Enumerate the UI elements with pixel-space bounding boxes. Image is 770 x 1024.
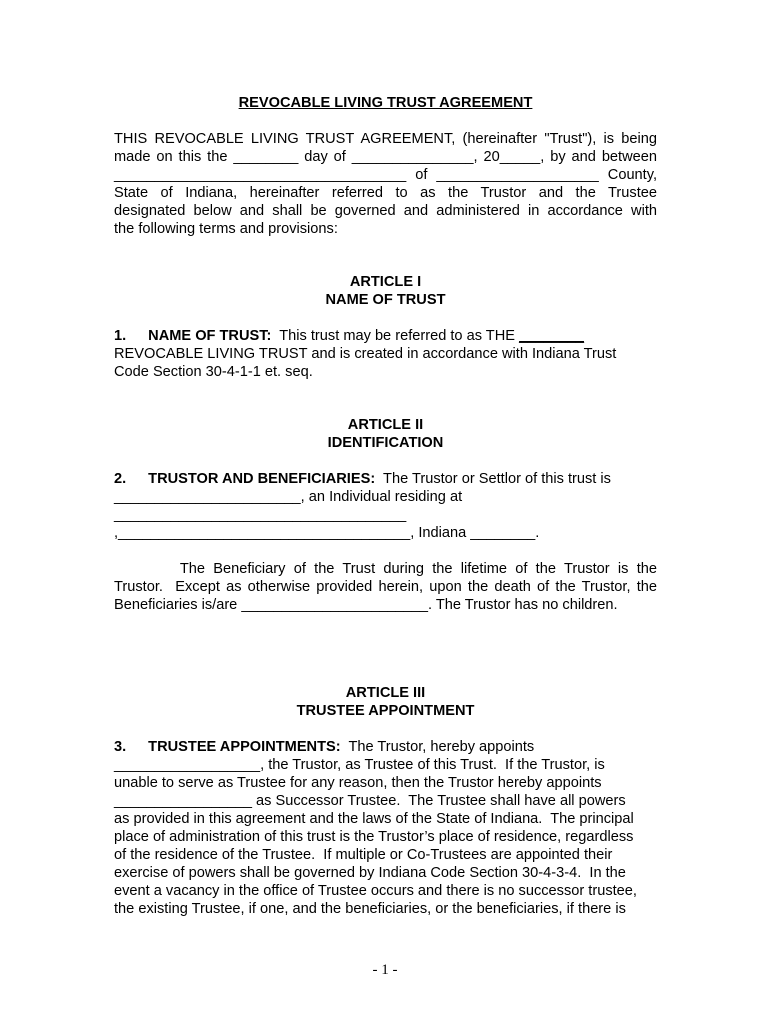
section-3-number: 3. [114, 739, 127, 755]
section-3-line-6: place of administration of this trust is the Trustor’s place of residence, regardless [114, 829, 634, 845]
section-2-text: The Trustor or Settlor of this trust is [375, 471, 611, 487]
section-3-line-3: unable to serve as Trustee for any reason, then the Trustor hereby appoints [114, 775, 602, 791]
article-1-heading: ARTICLE I [349, 274, 422, 290]
section-3-line-5: as provided in this agreement and the laws of the State of Indiana. The principal [114, 811, 634, 827]
page-number: - 1 - [372, 962, 398, 978]
article-2-heading: ARTICLE II [347, 417, 424, 433]
section-2-line-2: _______________________, an Individual residing at [114, 489, 463, 505]
beneficiary-line-1: The Beneficiary of the Trust during the lifetime of the Trustor is the [114, 561, 657, 577]
intro-line-6: the following terms and provisions: [114, 221, 338, 237]
section-3-line-4: _________________ as Successor Trustee. The Trustee shall have all powers [114, 793, 626, 809]
intro-line-3: ____________________________________ of ____________________ County, [114, 167, 657, 183]
section-3-text: The Trustor, hereby appoints [340, 739, 535, 755]
beneficiary-line-2: Trustor. Except as otherwise provided herein, upon the death of the Trustor, the [114, 579, 657, 595]
section-3-line-10: the existing Trustee, if one, and the beneficiaries, or the beneficiaries, if there is [114, 901, 626, 917]
beneficiary-line-3: Beneficiaries is/are _______________________. The Trustor has no children. [114, 597, 618, 613]
section-1-label: NAME OF TRUST: [148, 328, 272, 344]
article-1-subheading: NAME OF TRUST [325, 292, 446, 308]
article-3-subheading: TRUSTEE APPOINTMENT [296, 703, 475, 719]
section-3-line-2: __________________, the Trustor, as Trustee of this Trust. If the Trustor, is [114, 757, 605, 773]
intro-line-4: State of Indiana, hereinafter referred to as the Trustor and the Trustee [114, 185, 657, 201]
section-2-first-line [114, 470, 657, 488]
section-1-line-3: Code Section 30-4-1-1 et. seq. [114, 364, 313, 380]
section-3-line-8: exercise of powers shall be governed by Indiana Code Section 30-4-3-4. In the [114, 865, 626, 881]
section-3-first-line [114, 738, 657, 756]
section-3-line-9: event a vacancy in the office of Trustee occurs and there is no successor trustee, [114, 883, 637, 899]
intro-line-1: THIS REVOCABLE LIVING TRUST AGREEMENT, (hereinafter "Trust"), is being [114, 131, 657, 147]
section-3-label: TRUSTEE APPOINTMENTS: [148, 739, 341, 755]
section-2-number: 2. [114, 471, 127, 487]
section-2-line-3: ____________________________________ [114, 507, 407, 523]
section-1-first-line [114, 327, 657, 345]
section-1-line-2: REVOCABLE LIVING TRUST and is created in accordance with Indiana Trust [114, 346, 617, 362]
section-1-blank: ________ [519, 328, 584, 344]
section-1-text: This trust may be referred to as THE [271, 328, 520, 344]
section-2-label: TRUSTOR AND BENEFICIARIES: [148, 471, 376, 487]
article-3-heading: ARTICLE III [345, 685, 426, 701]
article-2-subheading: IDENTIFICATION [327, 435, 444, 451]
document-title: REVOCABLE LIVING TRUST AGREEMENT [238, 95, 533, 111]
section-3-line-7: of the residence of the Trustee. If multiple or Co-Trustees are appointed their [114, 847, 613, 863]
section-1-number: 1. [114, 328, 127, 344]
section-2-line-4: ,____________________________________, Indiana ________. [114, 525, 540, 541]
intro-line-2: made on this the ________ day of _______________, 20_____, by and between [114, 149, 657, 165]
intro-line-5: designated below and shall be governed and administered in accordance with [114, 203, 657, 219]
